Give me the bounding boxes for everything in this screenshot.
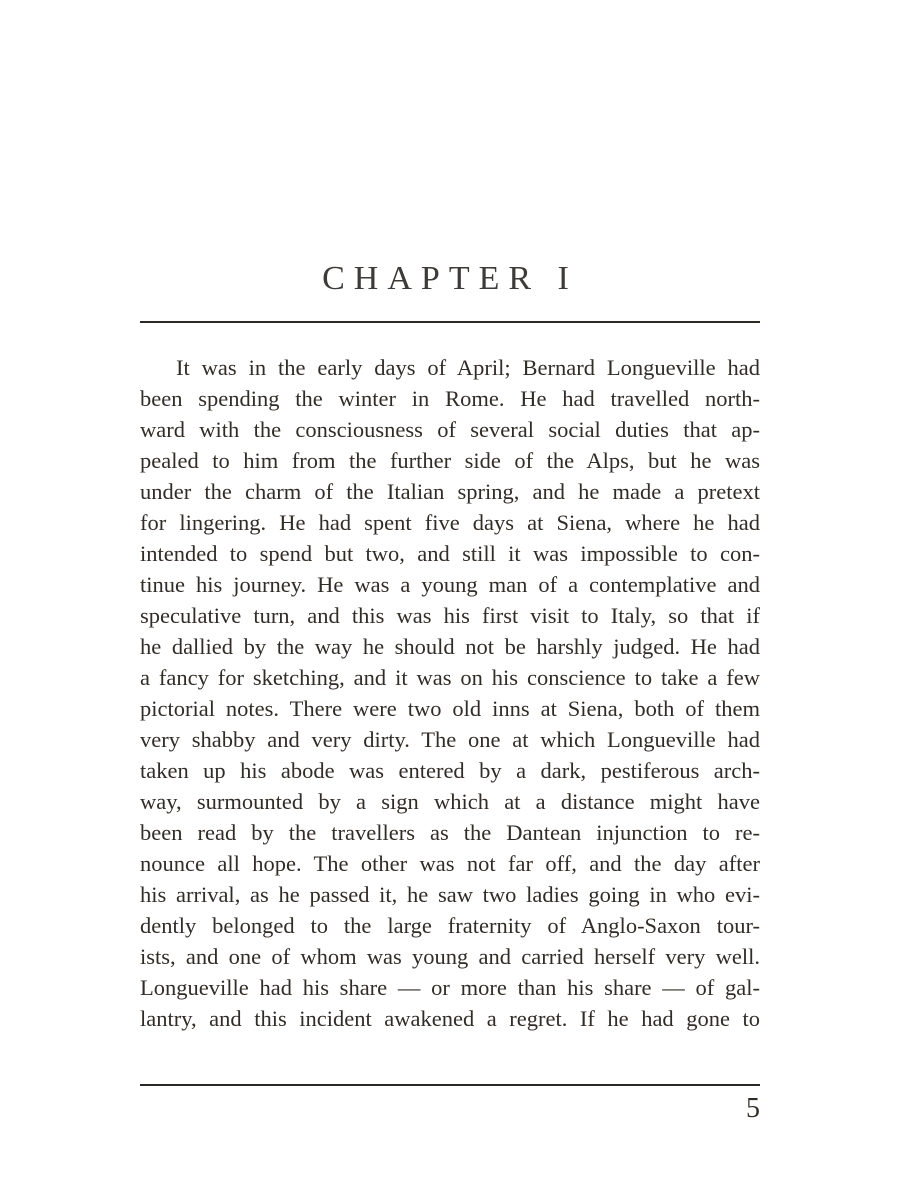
body-line: speculative turn, and this was his first visit to Italy, so that if (140, 603, 760, 628)
top-divider (140, 321, 760, 323)
body-line: very shabby and very dirty. The one at which Longueville had (140, 727, 760, 752)
body-line: his arrival, as he passed it, he saw two ladies going in who evi- (140, 882, 760, 907)
body-line: he dallied by the way he should not be harshly judged. He had (140, 634, 760, 659)
body-line: under the charm of the Italian spring, and he made a pretext (140, 479, 760, 504)
body-line: ists, and one of whom was young and carried herself very well. (140, 944, 760, 969)
body-text (140, 352, 760, 1034)
bottom-divider (140, 1084, 760, 1086)
chapter-heading: CHAPTER I (322, 260, 578, 297)
body-line: nounce all hope. The other was not far off, and the day after (140, 851, 760, 876)
body-line: pictorial notes. There were two old inns at Siena, both of them (140, 696, 760, 721)
page-number: 5 (746, 1093, 760, 1124)
body-line: been spending the winter in Rome. He had travelled north- (140, 386, 760, 411)
body-line: way, surmounted by a sign which at a distance might have (140, 789, 760, 814)
body-line: lantry, and this incident awakened a regret. If he had gone to (140, 1006, 760, 1031)
body-line: tinue his journey. He was a young man of a contemplative and (140, 572, 760, 597)
body-line: pealed to him from the further side of the Alps, but he was (140, 448, 760, 473)
body-line: for lingering. He had spent five days at Siena, where he had (140, 510, 760, 535)
body-line: ward with the consciousness of several social duties that ap- (140, 417, 760, 442)
body-line: been read by the travellers as the Dantean injunction to re- (140, 820, 760, 845)
body-line: It was in the early days of April; Bernard Longueville had (176, 355, 760, 380)
body-line: dently belonged to the large fraternity of Anglo-Saxon tour- (140, 913, 760, 938)
body-line: taken up his abode was entered by a dark, pestiferous arch- (140, 758, 760, 783)
body-line: a fancy for sketching, and it was on his conscience to take a few (140, 665, 760, 690)
body-line: intended to spend but two, and still it was impossible to con- (140, 541, 760, 566)
body-line: Longueville had his share — or more than his share — of gal- (140, 975, 760, 1000)
